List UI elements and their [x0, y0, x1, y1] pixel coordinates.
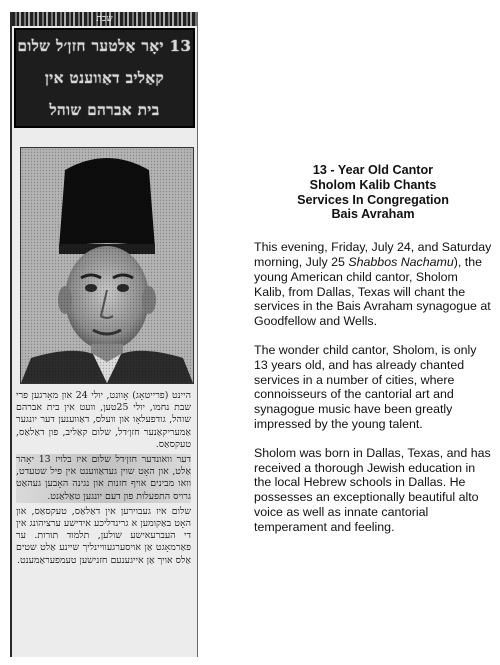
clipping-masthead: שבת: [12, 12, 197, 26]
article-title-line: Sholom Kalib Chants: [309, 177, 437, 192]
translation-article: [254, 163, 492, 549]
clipping-headline-line: קאַליב דאַווענט אין: [44, 68, 165, 87]
article-title-line: 13 - Year Old Cantor: [312, 163, 434, 177]
article-p1-rest: ), the young American child cantor, Sholom Kalib, from Dallas, Texas will chant the services in the Bais Avraham synagogue at Goodfellow and Wells.: [254, 254, 491, 329]
article-title-line: Bais Avraham: [331, 207, 415, 222]
newspaper-clipping: [10, 12, 198, 657]
article-p1-lead: This evening, Friday, July 24, and Saturday morning, July 25: [254, 240, 492, 269]
cantor-portrait-photo: [20, 147, 194, 384]
clipping-headline-line: בית אברהם שוהל: [49, 100, 160, 119]
clipping-headline-line: 13 יאָר אַלטער חזן׳ל שלום: [17, 36, 192, 55]
article-title: [254, 163, 492, 222]
article-paragraph-2: The wonder child cantor, Sholom, is only 13 years old, and has already chanted services in a number of cities, where connoisseurs of the cantorial art and synagogue music have been greatly impressed by the young talent.: [254, 342, 477, 431]
article-title-line: Services In Congregation: [297, 192, 449, 207]
clipping-body: [16, 390, 191, 652]
article-paragraph-3: Sholom was born in Dallas, Texas, and has received a thorough Jewish education in the local Hebrew schools in Dallas. He possesses an exceptionally beautiful alto voice as well as innate cantorial temperament and feeling.: [254, 445, 491, 534]
clipping-paragraph: דער וואונדער חזן׳דל שלום איז בלויז 13 יאָהר אַלט, און האָט שוין געדאַווענט אין פיל שטעדט, וואו מבינים אויף חזנות און נגינה האָבען געהאַט גרויס התפעלות פון דעם יונגען טאַלאַנט.: [16, 454, 191, 502]
clipping-paragraph: היינט (פרייטאָג) אָוונט, יולי 24 און מאָרגען פרי שבת נחמו, יולי 25טען, וועט אין בית אברהם שוהל, גודפעלאָו און וועלס, דאַווענען דער יונגער אַמעריקאַנער חזן׳דל, שלום קאַליב, פון דאַלאַס, טעקסאַס.: [16, 390, 191, 450]
clipping-headline: [14, 28, 195, 128]
clipping-paragraph: שלום איז געבוירען אין דאַלאַס, טעקסאַס, און האָט באַקומען א גרינדליכע אידישע ערציהונג אין די העברעאישע שולען, תלמוד תורות. ער פאַרמאָגט אַן אויסערגעוויינליך שיינע אַלט שטים אַלס אויך אַן אייגענעם חזנישען טעמפעראַמענט.: [16, 505, 191, 566]
article-paragraph-1: [254, 240, 492, 329]
article-p1-italic: Shabbos Nachamu: [348, 254, 454, 269]
